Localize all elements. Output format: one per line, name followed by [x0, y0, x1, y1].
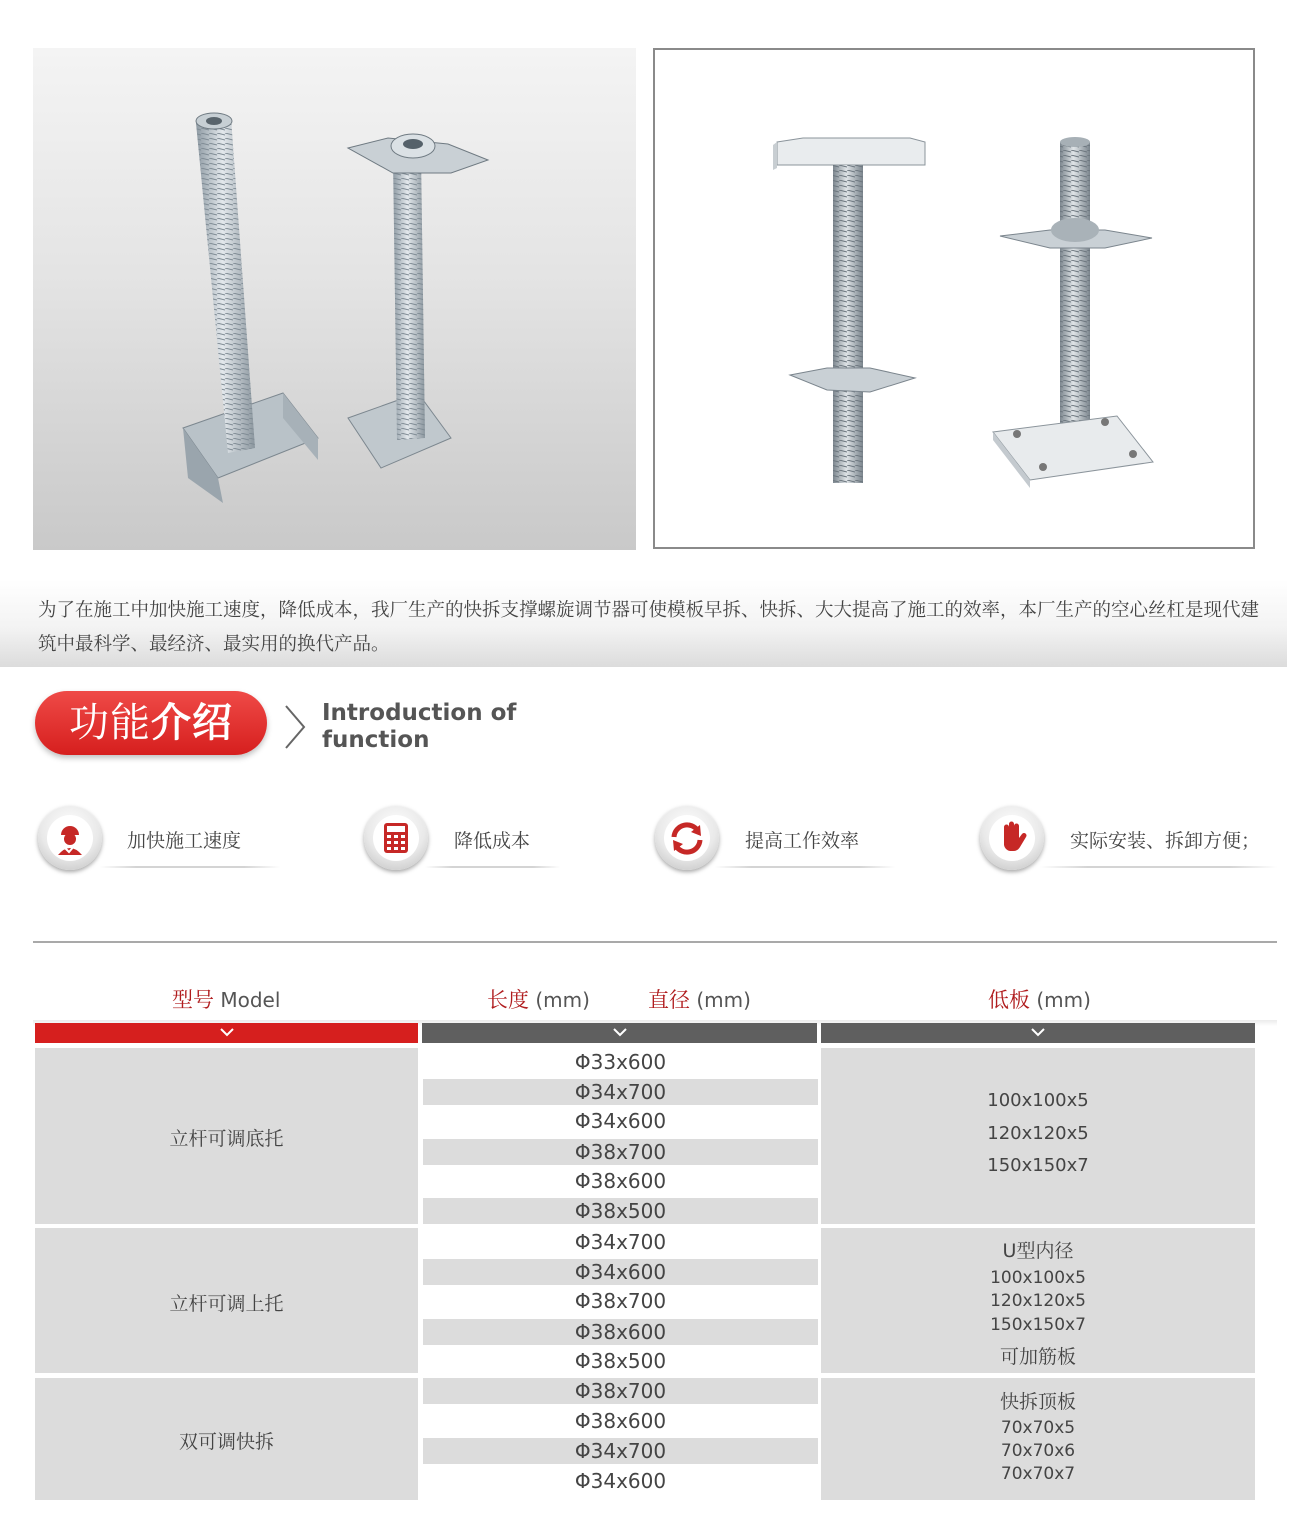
size-row: Φ38x500 [423, 1198, 818, 1224]
header-model [172, 984, 280, 1014]
header-diameter [648, 984, 751, 1014]
section-title-cn-part2: 介绍 [151, 700, 233, 746]
plate-note: 可加筋板 [999, 1346, 1076, 1368]
size-row: Φ33x600 [574, 1050, 667, 1074]
size-row: Φ34x700 [423, 1438, 818, 1464]
product-photo-left [33, 48, 636, 550]
cycle-arrows-icon [655, 806, 719, 870]
u-head-jack-illustration [655, 50, 1253, 547]
section-title-en [322, 700, 516, 754]
plate-size: 100x100x5 [990, 1268, 1086, 1288]
section-title-cn-part1: 功能 [69, 700, 151, 746]
plate-cell [821, 1378, 1255, 1500]
chevron-down-icon [1030, 1027, 1046, 1037]
size-row: Φ34x700 [574, 1230, 667, 1254]
feature-label-install: 实际安装、拆卸方便； [1070, 830, 1261, 852]
size-row: Φ34x700 [423, 1079, 818, 1105]
product-photo-right [653, 48, 1255, 549]
plate-size: 150x150x7 [990, 1315, 1086, 1335]
header-length [487, 984, 590, 1014]
worker-icon [38, 806, 102, 870]
feature-divider [715, 866, 895, 868]
header-base-plate [988, 984, 1091, 1014]
size-row: Φ34x600 [574, 1109, 667, 1133]
model-cell [35, 1048, 418, 1224]
feature-divider [1040, 866, 1277, 868]
model-cell [35, 1378, 418, 1500]
chevron-right-icon [282, 704, 308, 754]
size-row: Φ34x600 [423, 1259, 818, 1285]
header-bar-base [821, 1023, 1255, 1043]
plate-title: U型内径 [1002, 1240, 1074, 1262]
plate-size: 70x70x5 [1000, 1418, 1076, 1438]
chevron-down-icon [612, 1027, 628, 1037]
section-title-en-line2: function [322, 727, 430, 753]
plate-size: 70x70x6 [1000, 1441, 1076, 1461]
size-row: Φ34x600 [574, 1469, 667, 1493]
intro-paragraph: 为了在施工中加快施工速度，降低成本，我厂生产的快拆支撑螺旋调节器可使模板早拆、快拆、大大提高了施工的效率，本厂生产的空心丝杠是现代建筑中最科学、最经济、最实用的换代产品。 [38, 600, 1260, 655]
section-title-cn [35, 691, 267, 755]
model-name: 立杆可调底托 [169, 1128, 284, 1150]
feature-divider [100, 866, 280, 868]
plate-size: 100x100x5 [987, 1090, 1089, 1111]
header-diameter-cn: 直径 [648, 988, 690, 1012]
plate-size: 120x120x5 [990, 1291, 1086, 1311]
header-diameter-unit: (mm) [696, 988, 751, 1012]
header-base-cn: 低板 [988, 988, 1030, 1012]
size-row: Φ38x700 [574, 1289, 667, 1313]
size-row: Φ38x600 [574, 1409, 667, 1433]
header-model-cn: 型号 [172, 988, 214, 1012]
header-bar-size [422, 1023, 817, 1043]
header-base-unit: (mm) [1036, 988, 1091, 1012]
intro-band [0, 580, 1287, 667]
plate-cell [821, 1228, 1255, 1373]
feature-label-efficiency: 提高工作效率 [745, 830, 860, 852]
size-row: Φ38x700 [423, 1378, 818, 1404]
hand-icon [980, 806, 1044, 870]
calculator-icon [364, 806, 428, 870]
size-row: Φ38x600 [423, 1319, 818, 1345]
plate-cell [821, 1048, 1255, 1224]
screw-jack-illustration [33, 48, 636, 550]
size-row: Φ38x700 [423, 1139, 818, 1165]
feature-label-cost: 降低成本 [454, 830, 531, 852]
section-title-en-line1: Introduction of [322, 700, 517, 726]
header-bar-model [35, 1023, 418, 1043]
chevron-down-icon [219, 1027, 235, 1037]
feature-label-speed: 加快施工速度 [127, 830, 242, 852]
plate-size: 70x70x7 [1000, 1464, 1076, 1484]
header-length-cn: 长度 [487, 988, 529, 1012]
model-name: 双可调快拆 [178, 1431, 274, 1453]
section-title-badge [35, 691, 267, 755]
size-row: Φ38x500 [574, 1349, 667, 1373]
header-model-en: Model [220, 988, 281, 1012]
plate-title: 快拆顶板 [999, 1391, 1076, 1413]
header-length-unit: (mm) [535, 988, 590, 1012]
model-cell [35, 1228, 418, 1373]
plate-size: 150x150x7 [987, 1155, 1089, 1176]
feature-divider [425, 866, 560, 868]
model-name: 立杆可调上托 [169, 1293, 284, 1315]
table-top-divider [33, 941, 1277, 943]
plate-size: 120x120x5 [987, 1123, 1089, 1144]
size-row: Φ38x600 [574, 1169, 667, 1193]
